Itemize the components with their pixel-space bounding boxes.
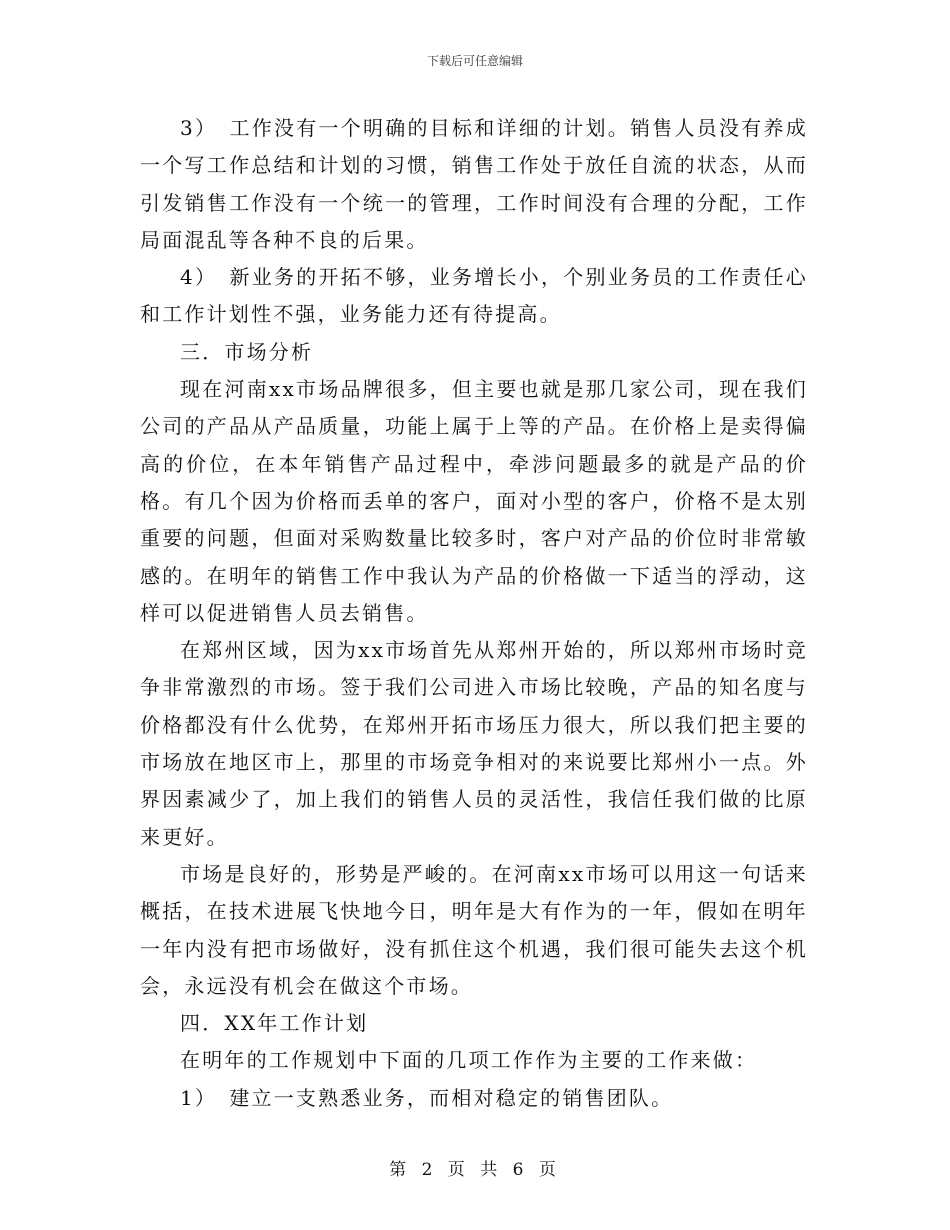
paragraph-item-4: 4） 新业务的开拓不够，业务增长小，个别业务员的工作责任心和工作计划性不强，业务能力还有待提高。 xyxy=(140,265,808,327)
section-heading-market-analysis: 三．市场分析 xyxy=(180,339,314,364)
paragraph-plan-item-1: 1） 建立一支熟悉业务，而相对稳定的销售团队。 xyxy=(180,1085,674,1110)
paragraph-item-3: 3） 工作没有一个明确的目标和详细的计划。销售人员没有养成一个写工作总结和计划的习惯，销售工作处于放任自流的状态，从而引发销售工作没有一个统一的管理，工作时间没有合理的分配，工作局面混乱等各种不良的后果。 xyxy=(140,116,808,252)
paragraph-henan-market: 现在河南xx市场品牌很多，但主要也就是那几家公司，现在我们公司的产品从产品质量，功能上属于上等的产品。在价格上是卖得偏高的价位，在本年销售产品过程中，牵涉问题最多的就是产品的价格。有几个因为价格而丢单的客户，面对小型的客户，价格不是太别重要的问题，但面对采购数量比较多时，客户对产品的价位时非常敏感的。在明年的销售工作中我认为产品的价格做一下适当的浮动，这样可以促进销售人员去销售。 xyxy=(140,377,808,625)
page-number: 第 2 页 共 6 页 xyxy=(389,1160,561,1180)
page-header: 下载后可任意编辑 xyxy=(426,54,523,68)
paragraph-plan-intro: 在明年的工作规划中下面的几项工作作为主要的工作来做： xyxy=(180,1048,758,1073)
section-heading-work-plan: 四．XX年工作计划 xyxy=(180,1011,369,1036)
paragraph-market-outlook: 市场是良好的，形势是严峻的。在河南xx市场可以用这一句话来概括，在技术进展飞快地今日，明年是大有作为的一年，假如在明年一年内没有把市场做好，没有抓住这个机遇，我们很可能失去这个机会，永远没有机会在做这个市场。 xyxy=(140,861,808,998)
document-body xyxy=(140,110,808,1117)
paragraph-zhengzhou-region: 在郑州区域，因为xx市场首先从郑州开始的，所以郑州市场时竞争非常激烈的市场。签于我们公司进入市场比较晚，产品的知名度与价格都没有什么优势，在郑州开拓市场压力很大，所以我们把主要的市场放在地区市上，那里的市场竞争相对的来说要比郑州小一点。外界因素减少了，加上我们的销售人员的灵活性，我信任我们做的比原来更好。 xyxy=(140,638,808,849)
